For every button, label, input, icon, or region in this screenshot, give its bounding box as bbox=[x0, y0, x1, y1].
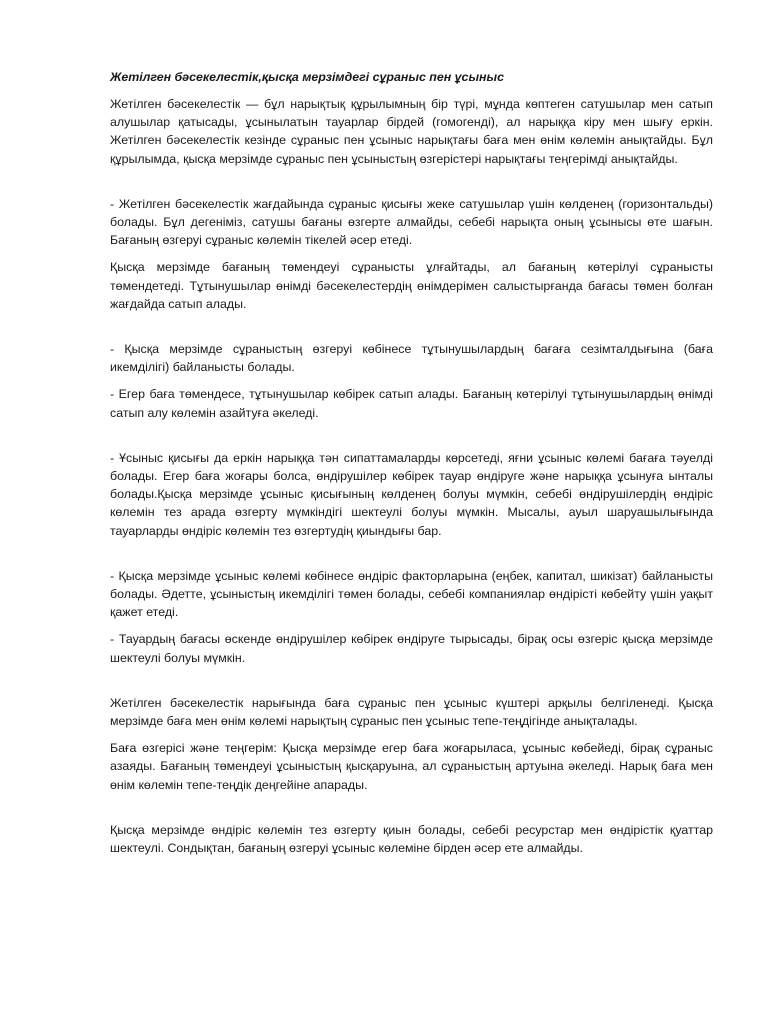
spacer bbox=[110, 322, 713, 340]
spacer bbox=[110, 177, 713, 195]
spacer bbox=[110, 549, 713, 567]
spacer bbox=[110, 803, 713, 821]
paragraph-demand-curve: - Жетілген бәсекелестік жағдайында сұраныс қисығы жеке сатушылар үшін көлденең (горизонтальды) болады. Бұл дегеніміз, сатушы бағаны өзгерте алмайды, себебі нарықта оның ұсынысы өте шағын. Бағаның өзгеруі сұраныс көлемін тікелей әсер етеді. bbox=[110, 196, 713, 248]
paragraph-price-sensitivity: - Қысқа мерзімде сұраныстың өзгеруі көбінесе тұтынушылардың бағаға сезімталдығына (баға икемділігі) байланысты болады. bbox=[110, 342, 713, 375]
paragraph-intro: Жетілген бәсекелестік — бұл нарықтық құрылымның бір түрі, мұнда көптеген сатушылар мен сатып алушылар қатысады, ұсынылатын тауарлар бірдей (гомогенді), ал нарыққа кіру мен шығу еркін. Жетілген бәсекелестік кезінде сұраныс пен ұсыныс нарықтағы баға мен өнім көлемін анықтайды. Бұл құрылымда, қысқа мерзімде сұраныс пен ұсыныстың өзгерістері нарықтағы теңгерімді анықтайды. bbox=[110, 97, 713, 166]
paragraph-producers: - Тауардың бағасы өскенде өндірушілер көбірек өндіруге тырысады, бірақ осы өзгеріс қысқа мерзімде шектеулі болуы мүмкін. bbox=[110, 632, 713, 665]
paragraph-price-drop: - Егер баға төмендесе, тұтынушылар көбірек сатып алады. Бағаның көтерілуі тұтынушылардың өнімді сатып алу көлемін азайтуға әкеледі. bbox=[110, 387, 713, 420]
spacer bbox=[110, 676, 713, 694]
document-title: Жетілген бәсекелестік,қысқа мерзімдегі сұраныс пен ұсыныс bbox=[110, 70, 504, 84]
paragraph-conclusion: Қысқа мерзімде өндіріс көлемін тез өзгерту қиын болады, себебі ресурстар мен өндірістік қуаттар шектеулі. Сондықтан, бағаның өзгеруі ұсыныс көлеміне бірден әсер ете алмайды. bbox=[110, 822, 713, 856]
paragraph-equilibrium: Баға өзгерісі және теңгерім: Қысқа мерзімде егер баға жоғарыласа, ұсыныс көбейеді, бірақ сұраныс азаяды. Бағаның төмендеуі ұсыныстың қысқаруына, ал сұраныстың артуына әкеледі. Нарық баға мен өнім көлемін тепе-теңдік деңгейіне апарады. bbox=[110, 741, 713, 792]
paragraph-market-price: Жетілген бәсекелестік нарығында баға сұраныс пен ұсыныс күштері арқылы белгіленеді. Қысқа мерзімде баға мен өнім көлемі нарықтың сұраныс пен ұсыныс тепе-теңдігінде анықталады. bbox=[110, 695, 713, 729]
paragraph-production-factors: - Қысқа мерзімде ұсыныс көлемі көбінесе өндіріс факторларына (еңбек, капитал, шикізат) байланысты болады. Әдетте, ұсыныстың икемділігі төмен болады, себебі компаниялар өндірісті көбейту үшін уақыт қажет етеді. bbox=[110, 568, 713, 620]
paragraph-short-run-price: Қысқа мерзімде бағаның төмендеуі сұранысты ұлғайтады, ал бағаның көтерілуі сұранысты төмендетеді. Тұтынушылар өнімді бәсекелестердің өнімдерімен салыстырғанда бағасы төмен болған жағдайда сатып алады. bbox=[110, 260, 713, 311]
spacer bbox=[110, 431, 713, 449]
paragraph-supply-curve: - Ұсыныс қисығы да еркін нарыққа тән сипаттамаларды көрсетеді, яғни ұсыныс көлемі бағаға тәуелді болады. Егер баға жоғары болса, өндірушілер көбірек тауар өндіруге және нарыққа ұсынуға ынталы болады.Қысқа мерзімде ұсыныс қисығының көлденең болуы мүмкін, себебі өндірушілердің өндіріс көлемін тез арада өзгерту мүмкіндігі шектеулі болуы мүмкін. Мысалы, ауыл шаруашылығында тауарларды өндіріс көлемін тез өзгертудің қиындығы бар. bbox=[110, 450, 713, 538]
